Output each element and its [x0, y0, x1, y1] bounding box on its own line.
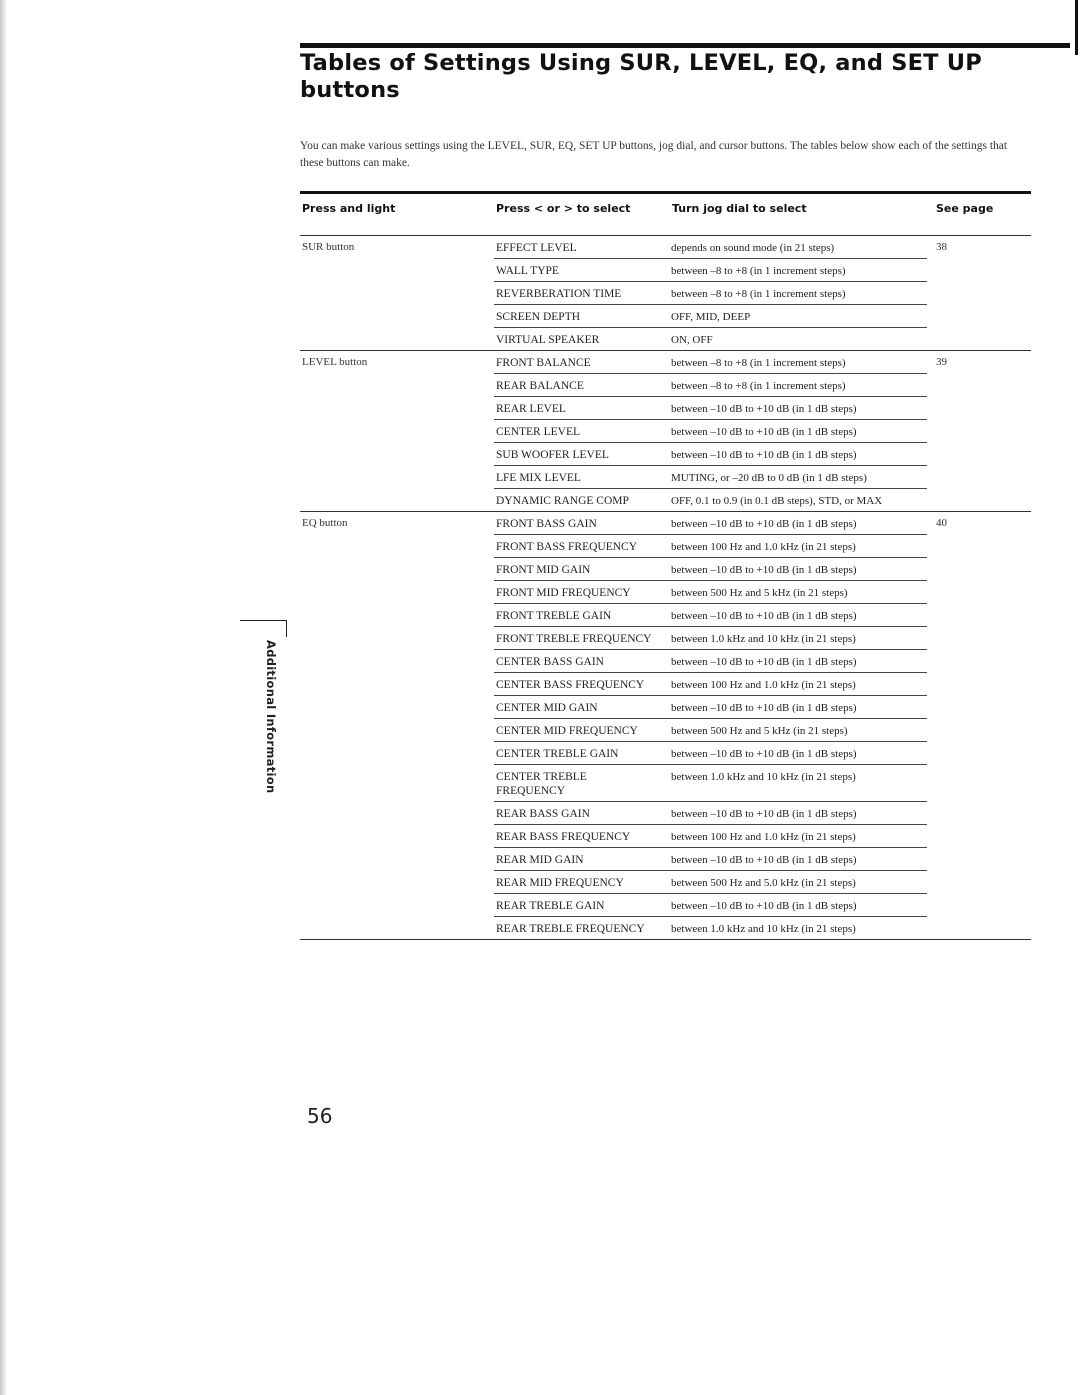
- setting-name: FRONT TREBLE FREQUENCY: [496, 633, 652, 645]
- table-row: [494, 824, 927, 847]
- table-row: [494, 649, 927, 672]
- setting-name: FRONT BALANCE: [496, 357, 591, 369]
- setting-name: FRONT BASS GAIN: [496, 518, 597, 530]
- table-row: [494, 258, 927, 281]
- table-row: [494, 801, 927, 824]
- table-row: [494, 327, 927, 350]
- setting-name: CENTER TREBLE GAIN: [496, 748, 619, 760]
- table-row: [494, 893, 927, 916]
- setting-range: between –8 to +8 (in 1 increment steps): [671, 357, 846, 369]
- setting-range: OFF, 0.1 to 0.9 (in 0.1 dB steps), STD, or MAX: [671, 495, 883, 507]
- setting-range: between 1.0 kHz and 10 kHz (in 21 steps): [671, 923, 856, 935]
- table-row: [494, 718, 927, 741]
- group-see-page: 38: [936, 241, 947, 253]
- group-button-label: LEVEL button: [302, 356, 368, 368]
- setting-name: FRONT TREBLE GAIN: [496, 610, 612, 622]
- title-rule: [300, 43, 1070, 48]
- setting-range: between 1.0 kHz and 10 kHz (in 21 steps): [671, 771, 856, 783]
- setting-range: depends on sound mode (in 21 steps): [671, 242, 835, 254]
- header-press-and-light: Press and light: [302, 202, 396, 215]
- section-tab-marker: [240, 620, 287, 637]
- table-row: [494, 534, 927, 557]
- setting-range: between –10 dB to +10 dB (in 1 dB steps): [671, 449, 857, 461]
- setting-range: between –10 dB to +10 dB (in 1 dB steps): [671, 403, 857, 415]
- setting-name: VIRTUAL SPEAKER: [496, 334, 600, 346]
- setting-name: CENTER BASS FREQUENCY: [496, 679, 645, 691]
- setting-range: between –8 to +8 (in 1 increment steps): [671, 265, 846, 277]
- setting-range: ON, OFF: [671, 334, 713, 346]
- setting-name: FRONT BASS FREQUENCY: [496, 541, 638, 553]
- group-see-page: 39: [936, 356, 947, 368]
- page-edge-mark: [1075, 0, 1078, 55]
- setting-range: between 500 Hz and 5 kHz (in 21 steps): [671, 725, 848, 737]
- setting-name: REVERBERATION TIME: [496, 288, 622, 300]
- setting-range: between –10 dB to +10 dB (in 1 dB steps): [671, 748, 857, 760]
- table-group: [300, 512, 1031, 940]
- header-see-page: See page: [936, 202, 994, 215]
- group-rows: [494, 351, 927, 511]
- table-row: [494, 488, 927, 511]
- table-row: [494, 396, 927, 419]
- table-row: [494, 351, 927, 373]
- setting-range: between –8 to +8 (in 1 increment steps): [671, 380, 846, 392]
- setting-name: LFE MIX LEVEL: [496, 472, 581, 484]
- settings-table: [300, 191, 1031, 940]
- page-scan-edge: [0, 0, 6, 1395]
- group-button-label: SUR button: [302, 241, 355, 253]
- header-jog-dial: Turn jog dial to select: [672, 202, 807, 215]
- setting-range: between –8 to +8 (in 1 increment steps): [671, 288, 846, 300]
- setting-name: REAR BASS GAIN: [496, 808, 590, 820]
- table-row: [494, 870, 927, 893]
- setting-range: between –10 dB to +10 dB (in 1 dB steps): [671, 564, 857, 576]
- table-row: [494, 764, 927, 801]
- setting-range: between –10 dB to +10 dB (in 1 dB steps): [671, 656, 857, 668]
- table-row: [494, 695, 927, 718]
- setting-range: between 100 Hz and 1.0 kHz (in 21 steps): [671, 679, 856, 691]
- table-group: [300, 236, 1031, 351]
- group-rows: [494, 512, 927, 939]
- setting-range: between –10 dB to +10 dB (in 1 dB steps): [671, 702, 857, 714]
- setting-name: CENTER MID GAIN: [496, 702, 598, 714]
- table-row: [494, 419, 927, 442]
- setting-name: REAR TREBLE FREQUENCY: [496, 923, 645, 935]
- page-number: 56: [307, 1104, 333, 1128]
- setting-range: between 500 Hz and 5.0 kHz (in 21 steps): [671, 877, 856, 889]
- setting-name: EFFECT LEVEL: [496, 242, 577, 254]
- setting-range: between 1.0 kHz and 10 kHz (in 21 steps): [671, 633, 856, 645]
- group-see-page: 40: [936, 517, 947, 529]
- table-header: [300, 194, 1031, 236]
- group-rows: [494, 236, 927, 350]
- table-row: [494, 373, 927, 396]
- setting-range: between –10 dB to +10 dB (in 1 dB steps): [671, 518, 857, 530]
- table-row: [494, 512, 927, 534]
- table-row: [494, 847, 927, 870]
- setting-name: CENTER BASS GAIN: [496, 656, 604, 668]
- table-row: [494, 916, 927, 939]
- setting-name: WALL TYPE: [496, 265, 559, 277]
- setting-name: REAR MID FREQUENCY: [496, 877, 624, 889]
- table-row: [494, 580, 927, 603]
- setting-range: between 100 Hz and 1.0 kHz (in 21 steps): [671, 541, 856, 553]
- table-row: [494, 442, 927, 465]
- setting-name: CENTER MID FREQUENCY: [496, 725, 638, 737]
- table-row: [494, 304, 927, 327]
- group-button-label: EQ button: [302, 517, 348, 529]
- setting-name: FRONT MID GAIN: [496, 564, 591, 576]
- setting-name: REAR MID GAIN: [496, 854, 584, 866]
- setting-name: SCREEN DEPTH: [496, 311, 581, 323]
- setting-name: REAR LEVEL: [496, 403, 566, 415]
- setting-range: between –10 dB to +10 dB (in 1 dB steps): [671, 854, 857, 866]
- setting-range: between 500 Hz and 5 kHz (in 21 steps): [671, 587, 848, 599]
- setting-name: REAR BASS FREQUENCY: [496, 831, 631, 843]
- setting-name: FRONT MID FREQUENCY: [496, 587, 631, 599]
- table-row: [494, 281, 927, 304]
- setting-range: MUTING, or –20 dB to 0 dB (in 1 dB steps): [671, 472, 867, 484]
- table-row: [494, 465, 927, 488]
- setting-name: REAR BALANCE: [496, 380, 584, 392]
- setting-name: DYNAMIC RANGE COMP: [496, 495, 629, 507]
- table-body: [300, 236, 1031, 940]
- setting-name: REAR TREBLE GAIN: [496, 900, 605, 912]
- intro-paragraph: You can make various settings using the LEVEL, SUR, EQ, SET UP buttons, jog dial, and cursor buttons. The tables below show each of the settings that these buttons can make.: [300, 140, 1008, 169]
- setting-range: between –10 dB to +10 dB (in 1 dB steps): [671, 900, 857, 912]
- setting-range: between –10 dB to +10 dB (in 1 dB steps): [671, 808, 857, 820]
- setting-range: between 100 Hz and 1.0 kHz (in 21 steps): [671, 831, 856, 843]
- setting-range: between –10 dB to +10 dB (in 1 dB steps): [671, 426, 857, 438]
- table-row: [494, 741, 927, 764]
- table-row: [494, 672, 927, 695]
- setting-name: SUB WOOFER LEVEL: [496, 449, 609, 461]
- table-group: [300, 351, 1031, 512]
- table-row: [494, 626, 927, 649]
- header-press-select: Press < or > to select: [496, 202, 631, 215]
- section-side-label-text: Additional Information: [264, 640, 278, 794]
- table-row: [494, 603, 927, 626]
- setting-range: between –10 dB to +10 dB (in 1 dB steps): [671, 610, 857, 622]
- table-row: [494, 557, 927, 580]
- setting-name: CENTER TREBLE FREQUENCY: [496, 771, 587, 797]
- setting-range: OFF, MID, DEEP: [671, 311, 751, 323]
- section-side-label: [263, 640, 281, 810]
- page-title: Tables of Settings Using SUR, LEVEL, EQ, and SET UP buttons: [300, 50, 982, 103]
- setting-name: CENTER LEVEL: [496, 426, 580, 438]
- table-row: [494, 236, 927, 258]
